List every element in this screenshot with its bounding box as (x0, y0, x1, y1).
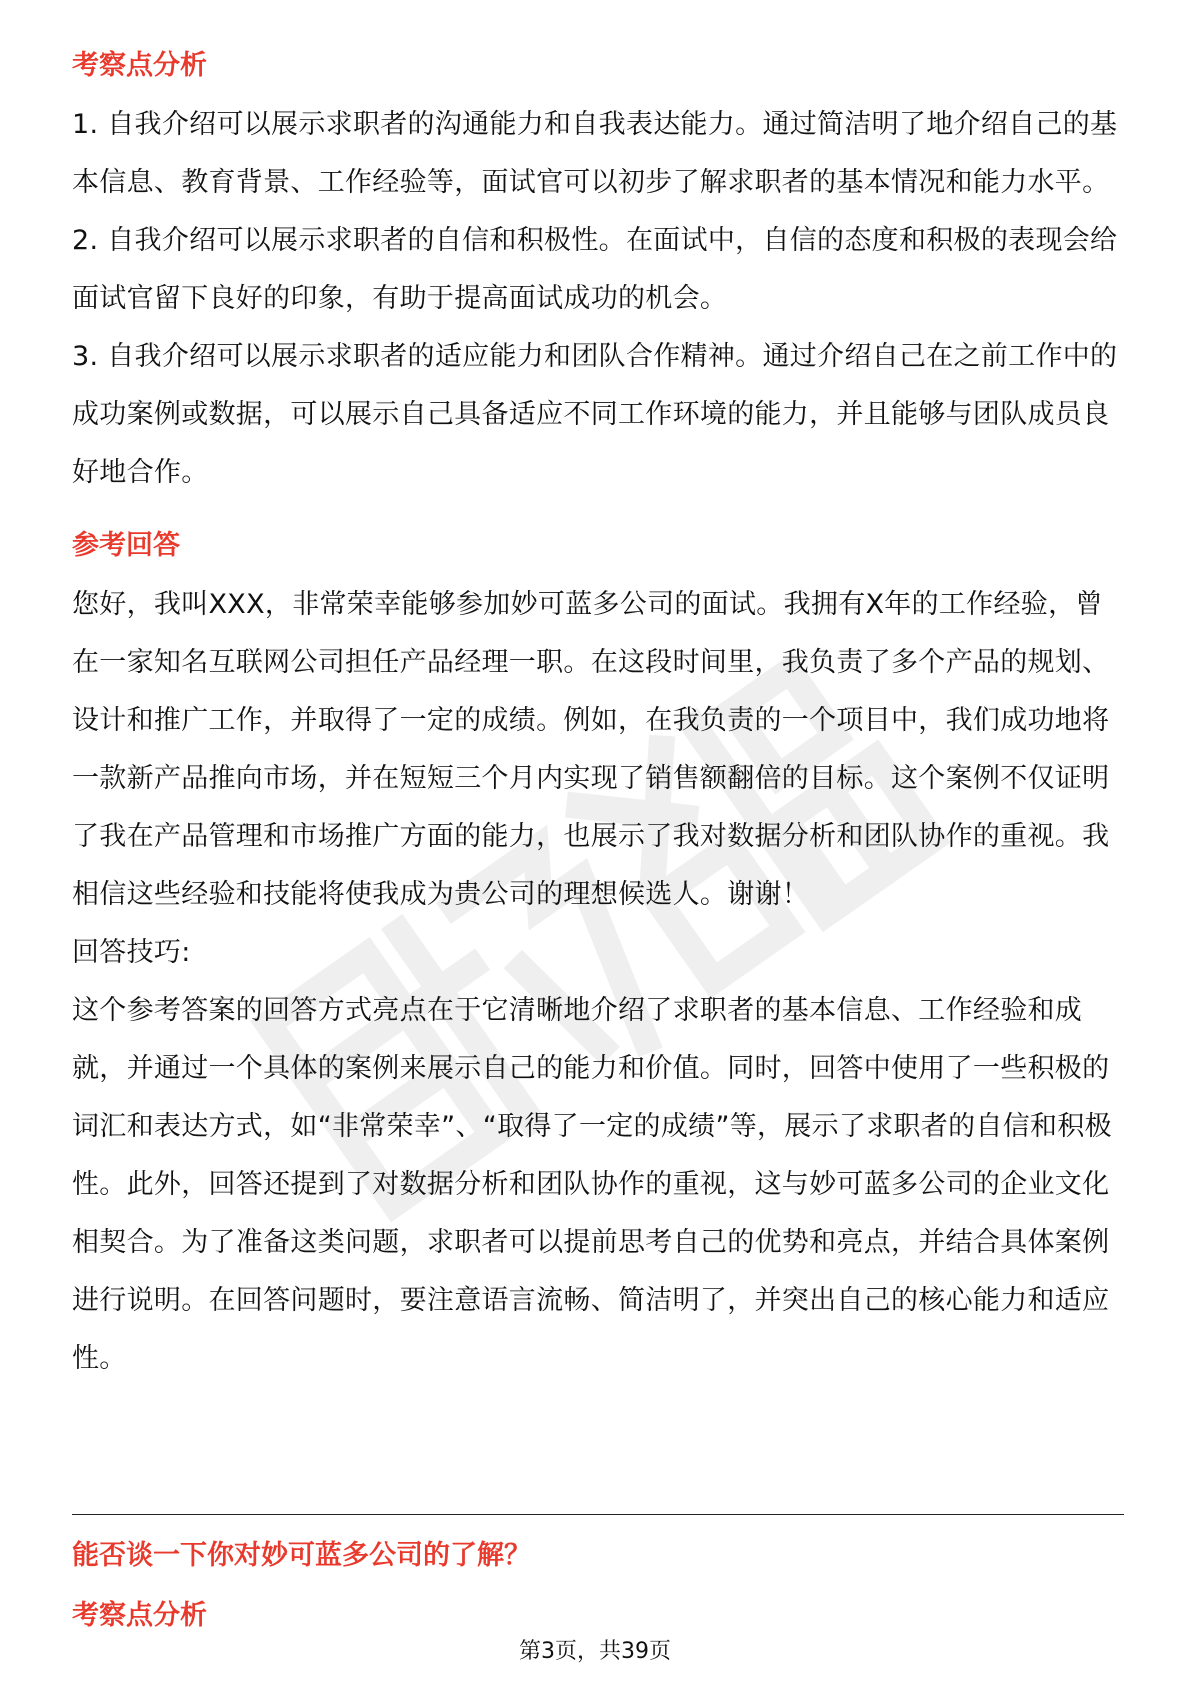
next-analysis-heading: 考察点分析 (72, 1600, 207, 1631)
answer-text: 您好，我叫XXX，非常荣幸能够参加妙可蓝多公司的面试。我拥有X年的工作经验，曾在一家知名互联网公司担任产品经理一职。在这段时间里，我负责了多个产品的规划、设计和推广工作，并取得了一定的成绩。例如，在我负责的一个项目中，我们成功地将一款新产品推向市场，并在短短三个月内实现了销售额翻倍的目标。这个案例不仅证明了我在产品管理和市场推广方面的能力，也展示了我对数据分析和团队协作的重视。我相信这些经验和技能将使我成为贵公司的理想候选人。谢谢！ (72, 589, 1110, 910)
analysis-heading: 考察点分析 (72, 50, 207, 81)
next-question-title: 能否谈一下你对妙可蓝多公司的了解？ (72, 1540, 531, 1571)
analysis-point-2: 2. 自我介绍可以展示求职者的自信和积极性。在面试中，自信的态度和积极的表现会给面试官留下良好的印象，有助于提高面试成功的机会。 (72, 225, 1118, 314)
section-divider (72, 1514, 1124, 1515)
answer-heading: 参考回答 (72, 530, 180, 561)
analysis-point-1: 1. 自我介绍可以展示求职者的沟通能力和自我表达能力。通过简洁明了地介绍自己的基本信息、教育背景、工作经验等，面试官可以初步了解求职者的基本情况和能力水平。 (72, 109, 1118, 198)
page-number: 第3页，共39页 (519, 1639, 671, 1664)
document-body (72, 44, 1124, 1388)
tips-label: 回答技巧: (72, 937, 191, 968)
tips-text: 这个参考答案的回答方式亮点在于它清晰地介绍了求职者的基本信息、工作经验和成就，并通过一个具体的案例来展示自己的能力和价值。同时，回答中使用了一些积极的词汇和表达方式，如“非常荣幸”、“取得了一定的成绩”等，展示了求职者的自信和积极性。此外，回答还提到了对数据分析和团队协作的重视，这与妙可蓝多公司的企业文化相契合。为了准备这类问题，求职者可以提前思考自己的优势和亮点，并结合具体案例进行说明。在回答问题时，要注意语言流畅、简洁明了，并突出自己的核心能力和适应性。 (72, 995, 1112, 1374)
analysis-point-3: 3. 自我介绍可以展示求职者的适应能力和团队合作精神。通过介绍自己在之前工作中的成功案例或数据，可以展示自己具备适应不同工作环境的能力，并且能够与团队成员良好地合作。 (72, 341, 1118, 488)
